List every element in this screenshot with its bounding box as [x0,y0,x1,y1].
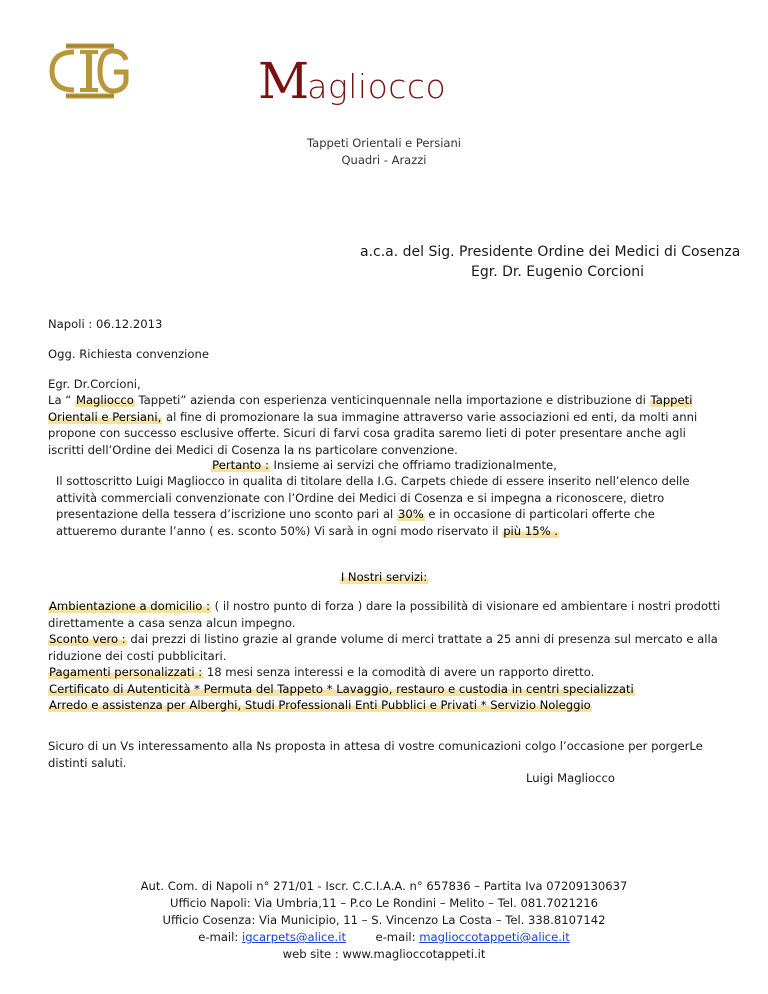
footer-registration: Aut. Com. di Napoli n° 271/01 - Iscr. C.C.I.A.A. n° 657836 – Partita Iva 07209130637 [140,879,628,893]
brand-initial: M [258,52,308,110]
offer-paragraph [56,473,716,539]
closing-paragraph: Sicuro di un Vs interessamento alla Ns proposta in attesa di vostre comunicazioni colgo l’occasione per porgerLe distinti saluti. [48,739,703,770]
footer-website: web site : www.maglioccotappeti.it [282,947,486,961]
pertanto-line [0,457,768,474]
service-text: ( il nostro punto di forza ) dare la possibilità di visionare ed ambientare i nostri prodotti direttamente a casa senza alcun impegno. [48,599,721,630]
service-label: Pagamenti personalizzati : [49,665,203,679]
services-heading [0,569,768,586]
pertanto-text: Insieme ai servizi che offriamo tradizionalmente, [269,458,557,472]
brand-rest: agliocco [307,67,447,106]
service-text: 18 mesi senza interessi e la comodità di avere un rapporto diretto. [203,665,595,679]
tagline-2: Quadri - Arazzi [341,153,427,167]
services-list [48,598,728,714]
intro-paragraph [48,392,713,458]
email-label: e-mail: [375,930,416,944]
tagline-1: Tappeti Orientali e Persiani [307,136,461,150]
signature: Luigi Magliocco [526,771,615,785]
footer-office-cosenza: Ufficio Cosenza: Via Municipio, 11 – S. Vincenzo La Costa – Tel. 338.8107142 [162,913,606,927]
service-label: Ambientazione a domicilio : [49,599,210,613]
footer-office-napoli: Ufficio Napoli: Via Umbria,11 – P.co Le Rondini – Melito – Tel. 081.7021216 [170,896,598,910]
p1-text-b: Tappeti” azienda con esperienza venticinquennale nella importazione e distribuzione di [134,393,650,407]
ig-logo [44,40,138,102]
email-label: e-mail: [198,930,239,944]
services-heading-text: I Nostri servizi: [340,570,428,584]
service-label: Sconto vero : [49,632,126,646]
addressee-line-2: Egr. Dr. Eugenio Corcioni [471,264,644,280]
footer-emails [0,929,768,946]
p2-text-a: Il sottoscritto Luigi Magliocco in qualita di titolare della I.G. Carpets chiede di essere inserito nell’elenco delle attività commerciali convenzionate con l’Ordine dei Medici di Cosenza e si impegna a riconoscere, dietro presentazione della tessera d’iscrizione uno sconto pari al [56,474,690,521]
footer [0,878,768,963]
letter-subject: Ogg. Richiesta convenzione [48,347,209,361]
discount-highlight: 30% [397,507,424,521]
service-item [48,697,728,714]
letter-greeting: Egr. Dr.Corcioni, [48,377,141,391]
pertanto-label: Pertanto : [212,458,269,472]
p1-text-c: al fine di promozionare la sua immagine attraverso varie associazioni ed enti, da molti anni propone con successo esclusive offerte. Sicuri di farvi cosa gradita saremo lieti di poter presentare anche agli iscritti dell’Ordine dei Medici di Cosenza la ns particolare convenzione. [48,409,698,457]
extra-discount-highlight: più 15% . [503,523,558,538]
service-item [48,681,728,698]
products-highlight: Tappeti Orientali e Persiani, [48,393,693,424]
email-link-magliocco[interactable]: maglioccotappeti@alice.it [419,930,570,944]
service-text: dai prezzi di listino grazie al grande volume di merci trattate a 25 anni di presenza sul mercato e alla riduzione dei costi pubblicitari. [48,632,718,663]
service-extras-2: Arredo e assistenza per Alberghi, Studi Professionali Enti Pubblici e Privati * Servizio Noleggio [49,698,591,712]
p2-text-b: e in occasione di particolari offerte che attueremo durante l’anno ( es. sconto 50%) Vi sarà in ogni modo riservato il [56,507,655,538]
addressee-line-1: a.c.a. del Sig. Presidente Ordine dei Medici di Cosenza [360,244,741,260]
brand-highlight: Magliocco [75,393,134,407]
service-item [48,598,728,631]
service-item [48,631,728,664]
email-link-igcarpets[interactable]: igcarpets@alice.it [241,930,346,944]
p1-text-a: La “ [48,393,75,407]
brand-name [258,52,446,110]
service-extras-1: Certificato di Autenticità * Permuta del Tappeto * Lavaggio, restauro e custodia in centri specializzati [49,681,634,696]
service-item [48,664,728,681]
letter-date: Napoli : 06.12.2013 [48,317,163,331]
